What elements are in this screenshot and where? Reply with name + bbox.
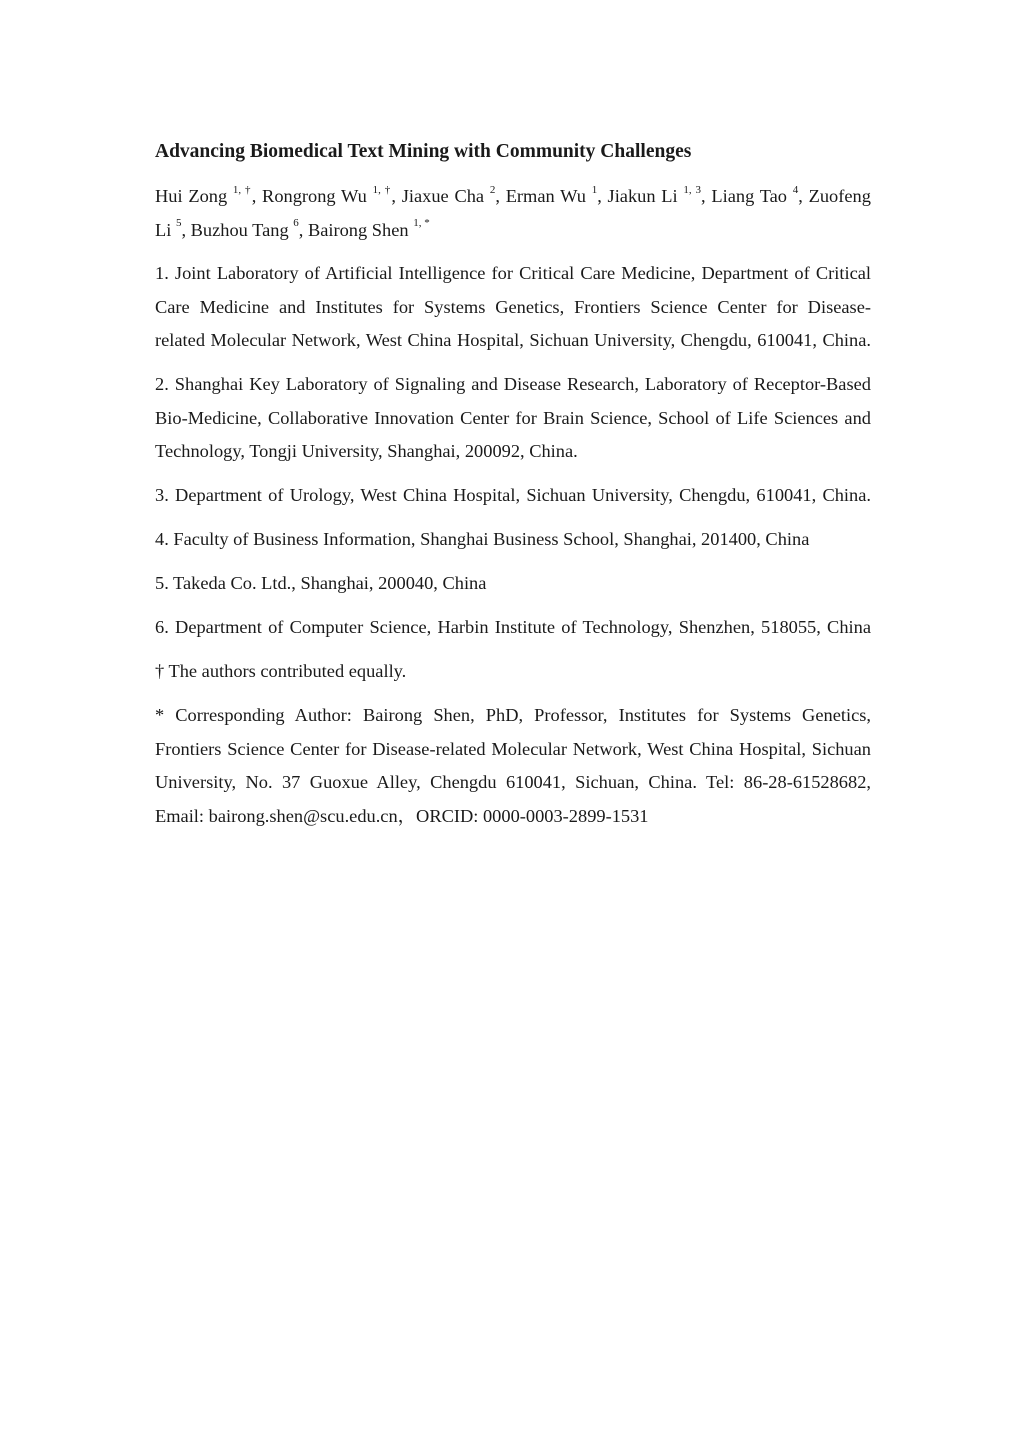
author-affiliation-marker: 5 [175,217,182,230]
affiliation-line: Care Medicine and Institutes for Systems Genetics, Frontiers Science Center for Disease- [155,296,871,317]
author [401,183,496,206]
paper-title-page [155,138,871,844]
author [607,183,702,206]
note-line: † The authors contributed equally. [155,661,407,681]
affiliation-line: 6. Department of Computer Science, Harbin Institute of Technology, Shenzhen, 518055, China [155,617,871,637]
author-affiliation-marker: 1, 3 [683,183,702,196]
author-name-part: Li [155,219,172,240]
author-name: Jiaxue Cha [401,186,485,206]
affiliation-1 [155,257,871,358]
affiliation-line: 4. Faculty of Business Information, Shanghai Business School, Shanghai, 201400, China [155,529,810,549]
affiliation-2 [155,368,871,469]
author-affiliation-marker: 1, * [413,217,430,230]
author-affiliation-marker: 4 [792,183,799,196]
author-affiliation-marker: 1 [591,183,598,196]
author-name: Jiakun Li [607,186,678,206]
affiliation-line: Technology, Tongji University, Shanghai, 200092, China. [155,441,578,461]
corresponding-line: University, No. 37 Guoxue Alley, Chengdu 610041, Sichuan, China. Tel: 86-28-61528682, [155,772,871,792]
author-line: Li $^5$, Buzhou Tang $^6$, Bairong Shen $^{1, *}$ [155,217,430,240]
author [505,183,598,206]
author-line: Hui Zong $^{1, \dagger}$, Rongrong Wu $^{1, \dagger}$, Jiaxue Cha $^2$, Erman Wu $^1$, Jiakun Li $^{1, 3}$, Liang Tao $^4$, Zuofeng [155,183,871,206]
affiliation-5 [155,567,871,601]
affiliation-6 [155,611,871,645]
author-list [155,180,871,247]
affiliation-line: 1. Joint Laboratory of Artificial Intelligence for Critical Care Medicine, Department of Critical [155,263,871,283]
author-affiliation-marker: 1, † [372,183,392,196]
corresponding-line: Email: bairong.shen@scu.edu.cn，ORCID: 0000-0003-2899-1531 [155,805,649,826]
affiliation-line: 3. Department of Urology, West China Hospital, Sichuan University, Chengdu, 610041, China. [155,485,871,505]
affiliation-line: 5. Takeda Co. Ltd., Shanghai, 200040, China [155,573,487,593]
author [262,183,392,206]
affiliation-line: 2. Shanghai Key Laboratory of Signaling and Disease Research, Laboratory of Receptor-Based [155,374,871,394]
author-affiliation-marker: 1, † [232,183,252,196]
author [155,183,252,206]
author [711,183,799,206]
author-name: Rongrong Wu [262,186,367,206]
author-name: Bairong Shen [307,219,409,240]
author-name-part: Zuofeng [808,186,871,206]
author-name: Erman Wu [505,186,586,206]
affiliation-line: Bio-Medicine, Collaborative Innovation Center for Brain Science, School of Life Sciences and [155,407,871,428]
paper-title: Advancing Biomedical Text Mining with Community Challenges [155,141,692,162]
author-affiliation-marker: 6 [293,217,299,230]
corresponding-line: Frontiers Science Center for Disease-related Molecular Network, West China Hospital, Sichuan [155,738,871,759]
author-affiliation-marker: 2 [489,183,496,196]
affiliation-line: related Molecular Network, West China Hospital, Sichuan University, Chengdu, 610041, China. [155,330,871,350]
affiliation-3 [155,479,871,513]
author [190,217,299,240]
author-name: Hui Zong [155,186,228,206]
affiliation-4 [155,523,871,557]
equal-contribution-note [155,655,871,689]
corresponding-author [155,699,871,833]
author-name: Buzhou Tang [190,219,289,240]
author-name: Liang Tao [711,186,788,206]
author [307,217,430,240]
corresponding-line: * Corresponding Author: Bairong Shen, PhD, Professor, Institutes for Systems Genetics, [155,705,871,725]
